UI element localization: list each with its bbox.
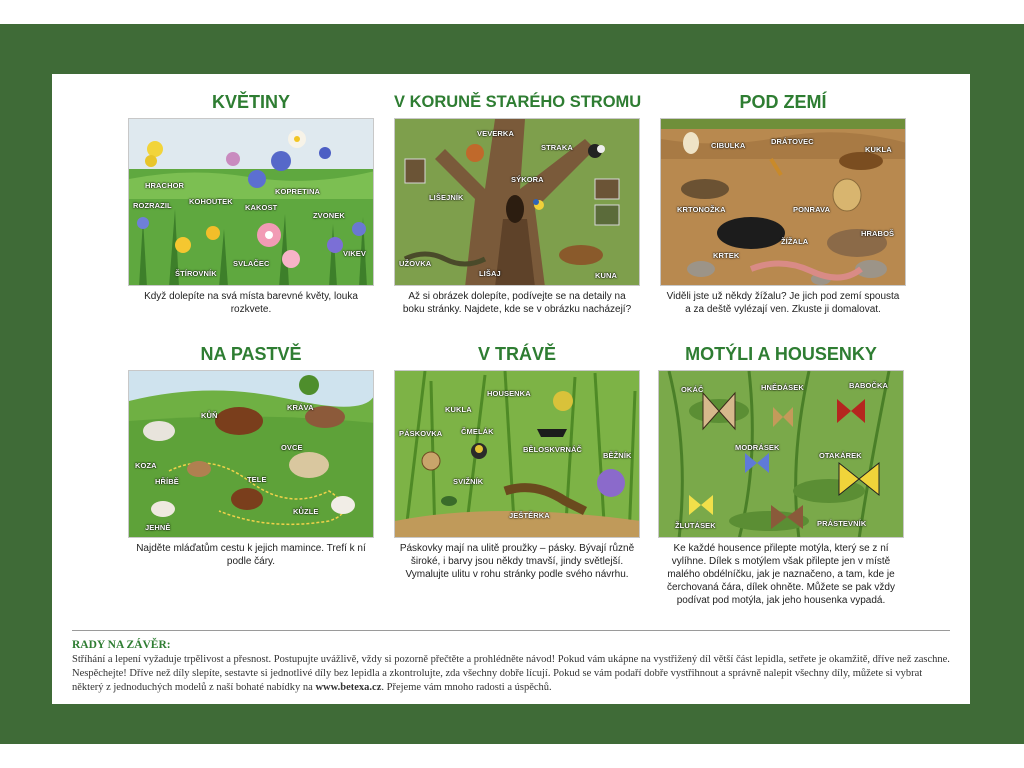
label-cibulka: CIBULKA — [711, 141, 746, 150]
tips-text-main: Stříhání a lepení vyžaduje trpělivost a přesnost. Postupujte uvážlivě, vždy si pozorně přečtěte a prohlédněte návod! Pokud vám ukápne na vystřižený díl větší část lepidla, setřete je okamžitě, dříve než zaschne. Nespěchejte! Dříve než díly slepíte, sestavte si jednotlivé díly bez lepidla a zkontrolujte, zda všechny dobře lícují. Pokud se vám podaří dobře vystřihnout a správně nalepit všechny díly, můžete si vybrat některý z jednoduchých modelů z naší bohaté nabídky na — [72, 654, 950, 693]
panel-title: V TRÁVĚ — [477, 344, 556, 364]
panel-caption: Viděli jste už někdy žížalu? Je jich pod zemí spousta a za deště vylézají ven. Zkuste ji domalovat. — [666, 291, 900, 315]
label-vikev: VIKEV — [343, 249, 367, 258]
tree-scene — [395, 119, 640, 286]
tips-text — [72, 653, 950, 695]
website-link[interactable]: www.betexa.cz — [315, 682, 382, 693]
label-cmelak: ČMELÁK — [461, 427, 494, 436]
pasture-illustration — [128, 370, 374, 538]
label-kohoutek: KOHOUTEK — [189, 197, 233, 206]
label-krtonozka: KRTONOŽKA — [677, 205, 726, 214]
label-jehne: JEHNĚ — [145, 523, 171, 532]
panel-pastva — [128, 342, 374, 568]
label-hrabos: HRABOŠ — [861, 229, 895, 238]
label-veverka: VEVERKA — [477, 129, 514, 138]
label-prastevnik: PRÁSTEVNÍK — [817, 519, 867, 528]
panel-caption: Když dolepíte na svá místa barevné květy, louka rozkvete. — [144, 291, 358, 315]
label-kun: KŮŇ — [201, 411, 218, 420]
label-kukla: KUKLA — [445, 405, 472, 414]
panel-title: NA PASTVĚ — [200, 344, 302, 364]
panel-caption: Páskovky mají na ulitě proužky – pásky. Bývají různě široké, i barvy jsou někdy tmavší, jindy světlejší. Vymalujte ulitu v rohu stránky podle svého návrhu. — [399, 543, 635, 580]
panel-trava — [394, 342, 640, 581]
label-uzovka: UŽOVKA — [399, 259, 432, 268]
grass-illustration — [394, 370, 640, 538]
tree-crown-illustration — [394, 118, 640, 286]
label-beloskvrnac: BĚLOSKVRNÁČ — [523, 445, 583, 454]
label-beznik: BĚŽNÍK — [603, 451, 632, 460]
label-zizala: ŽÍŽALA — [781, 237, 809, 246]
butterflies-scene — [659, 371, 904, 538]
activity-sheet — [52, 74, 970, 704]
label-krtek: KRTEK — [713, 251, 740, 260]
butterflies-illustration — [658, 370, 904, 538]
label-lisejnik: LIŠEJNÍK — [429, 193, 464, 202]
label-lisaj: LIŠAJ — [479, 269, 501, 278]
label-paskovka: PÁSKOVKA — [399, 429, 443, 438]
label-sykora: SÝKORA — [511, 175, 544, 184]
label-zlutasek: ŽLUTÁSEK — [675, 521, 716, 530]
panel-title: MOTÝLI A HOUSENKY — [685, 344, 877, 364]
label-rozrazil: ROZRAZIL — [133, 201, 172, 210]
label-kukla: KUKLA — [865, 145, 892, 154]
label-dratovec: DRÁTOVEC — [771, 137, 814, 146]
panel-caption: Najděte mláďatům cestu k jejich mamince. Trefí k ní podle čáry. — [136, 543, 366, 567]
panel-kvetiny — [128, 90, 374, 316]
label-okac: OKÁČ — [681, 385, 704, 394]
label-otakarek: OTAKÁREK — [819, 451, 862, 460]
panel-koruna — [394, 90, 640, 316]
panel-motyli — [658, 342, 904, 607]
panel-title: POD ZEMÍ — [739, 92, 827, 112]
label-hribe: HŘÍBĚ — [155, 477, 179, 486]
label-kopretina: KOPRETINA — [275, 187, 321, 196]
tips-heading: RADY NA ZÁVĚR: — [72, 639, 171, 651]
label-ovce: OVCE — [281, 443, 303, 452]
panel-title: KVĚTINY — [211, 92, 290, 112]
label-kuna: KUNA — [595, 271, 618, 280]
panel-caption: Ke každé housence přilepte motýla, který se z ní vylíhne. Dílek s motýlem však přilepte jen v místě malého obdélníčku, jak je naznačeno, a tam, kde je čerchovaná čára, dílek ohněte. Můžete se pak vždy podívat pod motýla, jak jeho housenka vypadá. — [667, 543, 895, 606]
label-babocka: BABOČKA — [849, 381, 889, 390]
label-kakost: KAKOST — [245, 203, 278, 212]
panel-caption: Až si obrázek dolepíte, podívejte se na detaily na boku stránky. Najdete, kde se v obrázku nacházejí? — [402, 291, 632, 315]
label-straka: STRAKA — [541, 143, 573, 152]
panel-title: V KORUNĚ STARÉHO STROMU — [394, 93, 642, 111]
label-zvonek: ZVONEK — [313, 211, 345, 220]
label-ponrava: PONRAVA — [793, 205, 831, 214]
tips-text-end: . Přejeme vám mnoho radosti a úspěchů. — [381, 682, 552, 693]
label-kuzle: KŮZLE — [293, 507, 319, 516]
label-hrachor: HRACHOR — [145, 181, 185, 190]
underground-illustration — [660, 118, 906, 286]
label-krava: KRÁVA — [287, 403, 314, 412]
label-housenka: HOUSENKA — [487, 389, 531, 398]
tips-section — [72, 630, 950, 695]
label-stirovnik: ŠTÍROVNÍK — [175, 269, 217, 278]
label-tele: TELE — [247, 475, 267, 484]
meadow-flowers-illustration — [128, 118, 374, 286]
label-hnedasek: HNĚDÁSEK — [761, 383, 804, 392]
label-modrasek: MODRÁSEK — [735, 443, 780, 452]
pasture-scene — [129, 371, 374, 538]
label-svaznik: SVIŽNÍK — [453, 477, 484, 486]
panel-pod-zemi — [660, 90, 906, 316]
label-svlacec: SVLAČEC — [233, 259, 270, 268]
label-koza: KOZA — [135, 461, 157, 470]
label-jesterka: JEŠTĚRKA — [509, 511, 550, 520]
